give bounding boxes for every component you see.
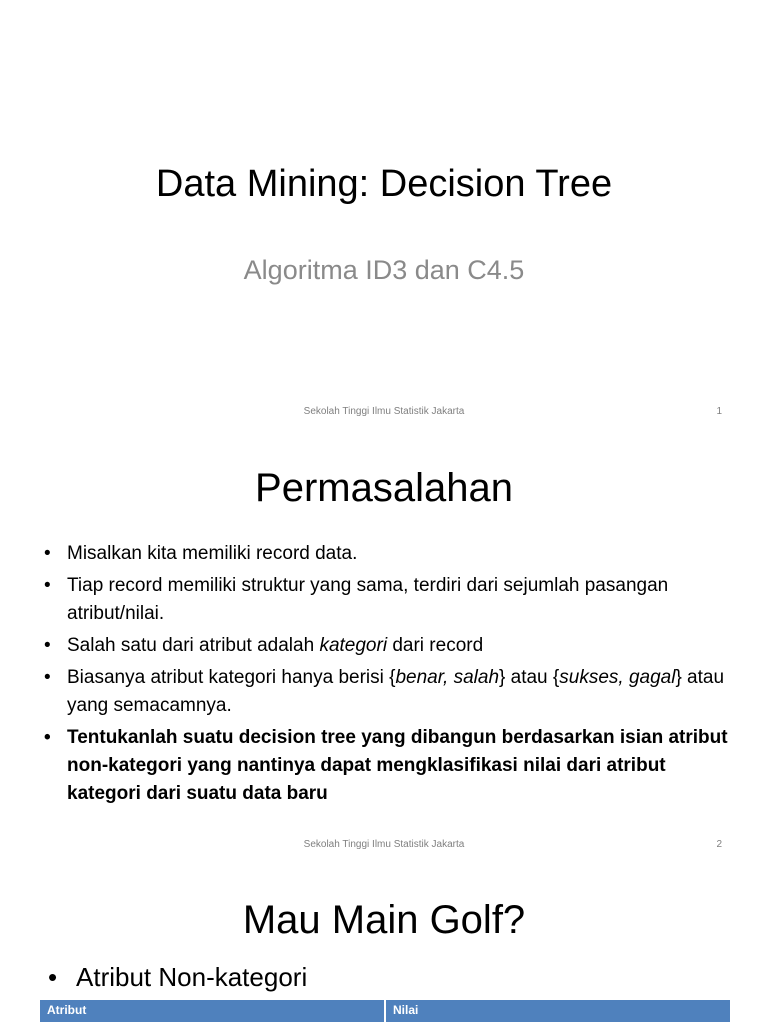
bullet-item [44, 664, 734, 720]
table-header-cell: Atribut [47, 1003, 87, 1017]
slide-1 [0, 0, 768, 432]
bullet-text: } atau { [499, 667, 560, 688]
bullet-text: } atau yang semacamnya. [67, 667, 725, 716]
slide-title: Permasalahan [255, 466, 513, 510]
slide-number: 2 [716, 839, 722, 850]
slide-footer: Sekolah Tinggi Ilmu Statistik Jakarta [303, 839, 465, 850]
slide-title: Data Mining: Decision Tree [155, 163, 613, 205]
slide-subtitle: Algoritma ID3 dan C4.5 [243, 255, 525, 285]
bullet-list [44, 540, 734, 812]
bullet-item: • Tiap record memiliki struktur yang sama, terdiri dari sejumlah pasangan atribut/nilai. [44, 572, 734, 628]
slide-2 [0, 432, 768, 864]
bullet-text: dari record [387, 635, 484, 656]
bullet-emphasis: kategori [319, 635, 388, 656]
bullet-item: • Atribut Non-kategori [48, 962, 307, 993]
slide-title: Mau Main Golf? [242, 898, 526, 942]
bullet-text: Biasanya atribut kategori hanya berisi { [67, 667, 396, 688]
slide-number: 1 [716, 406, 722, 417]
attribute-table-header [40, 1000, 730, 1022]
bullet-emphasis: sukses, gagal [559, 667, 676, 688]
bullet-text: Salah satu dari atribut adalah [67, 635, 320, 656]
slide-3 [0, 864, 768, 1024]
bullet-item: • Misalkan kita memiliki record data. [44, 540, 734, 568]
bullet-emphasis: benar, salah [395, 667, 500, 688]
slide-footer: Sekolah Tinggi Ilmu Statistik Jakarta [303, 406, 465, 417]
table-header-cell: Nilai [384, 1000, 730, 1022]
bullet-item [44, 632, 734, 660]
bullet-item: • Tentukanlah suatu decision tree yang dibangun berdasarkan isian atribut non-kategori yang nantinya dapat mengklasifikasi nilai dari atribut kategori dari suatu data baru [44, 724, 734, 808]
